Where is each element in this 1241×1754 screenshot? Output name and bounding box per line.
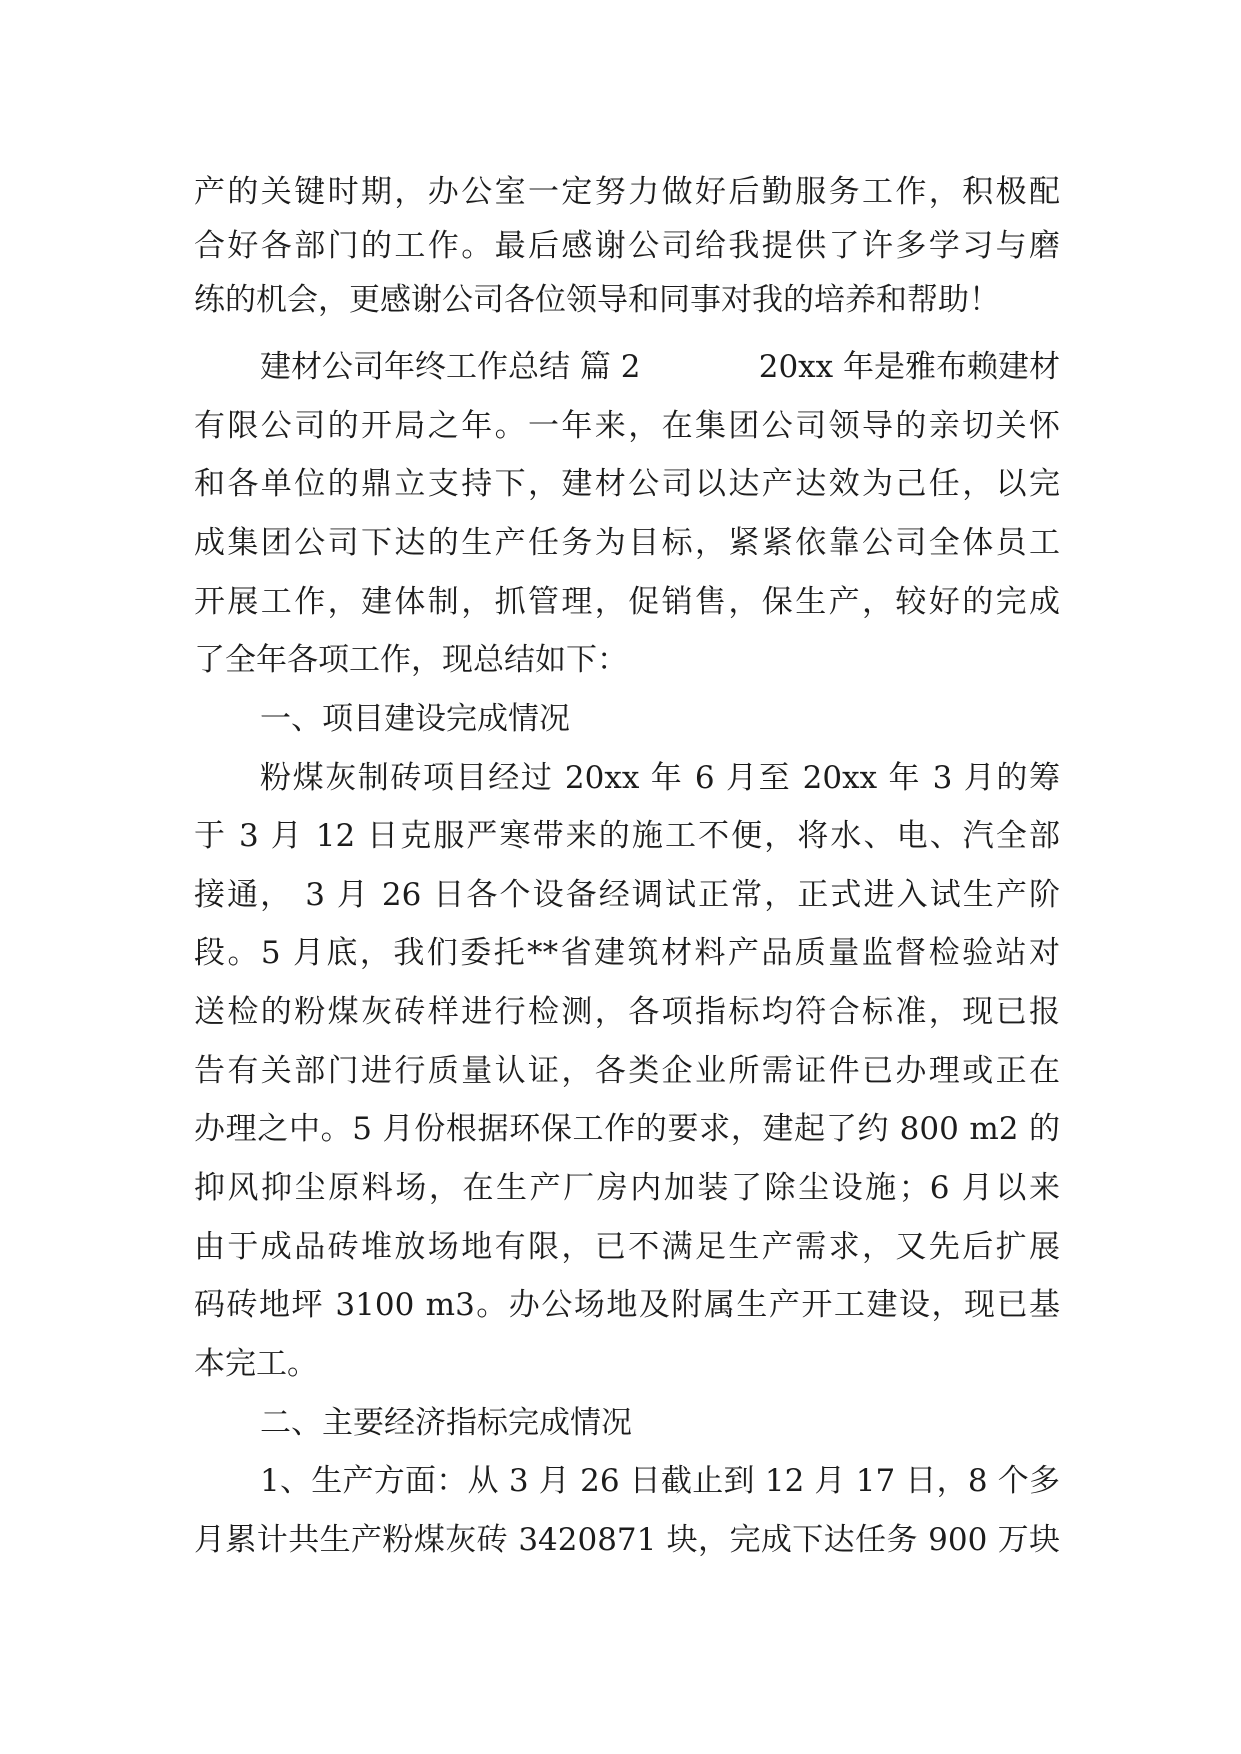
section-heading: 二、主要经济指标完成情况 [260,1405,632,1441]
text-line: 产的关键时期，办公室一定努力做好后勤服务工作，积极配 [194,174,1060,210]
text-line: 段。5 月底，我们委托**省建筑材料产品质量监督检验站对 [194,935,1060,971]
text-line: 送检的粉煤灰砖样进行检测，各项指标均符合标准，现已报 [194,994,1060,1030]
text-line: 抑风抑尘原料场，在生产厂房内加装了除尘设施；6 月以来 [194,1170,1060,1206]
text-line: 合好各部门的工作。最后感谢公司给我提供了许多学习与磨 [194,228,1060,264]
text-line: 接通， 3 月 26 日各个设备经调试正常，正式进入试生产阶 [194,877,1060,913]
text-line: 于 3 月 12 日克服严寒带来的施工不便，将水、电、汽全部 [194,818,1060,854]
text-line: 粉煤灰制砖项目经过 20xx 年 6 月至 20xx 年 3 月的筹 [260,760,1060,796]
text-line: 月累计共生产粉煤灰砖 3420871 块，完成下达任务 900 万块 [194,1522,1060,1558]
text-line: 码砖地坪 3100 m3。办公场地及附属生产开工建设，现已基 [194,1287,1060,1323]
text-line: 开展工作，建体制，抓管理，促销售，保生产，较好的完成 [194,584,1060,620]
text-line: 和各单位的鼎立支持下，建材公司以达产达效为己任，以完 [194,466,1060,502]
document-heading: 建材公司年终工作总结 篇 2 [260,349,641,385]
text-line: 了全年各项工作，现总结如下： [194,642,628,678]
text-line: 由于成品砖堆放场地有限，已不满足生产需求，又先后扩展 [194,1229,1060,1265]
text-line: 本完工。 [194,1346,318,1382]
section-heading: 一、项目建设完成情况 [260,701,570,737]
text-line: 办理之中。5 月份根据环保工作的要求，建起了约 800 m2 的 [194,1111,1060,1147]
text-line: 告有关部门进行质量认证，各类企业所需证件已办理或正在 [194,1053,1060,1089]
text-line: 成集团公司下达的生产任务为目标，紧紧依靠公司全体员工 [194,525,1060,561]
text-line: 有限公司的开局之年。一年来，在集团公司领导的亲切关怀 [194,408,1060,444]
text-line: 练的机会，更感谢公司各位领导和同事对我的培养和帮助！ [194,282,1000,318]
text-line [260,338,1060,396]
text-segment: 20xx 年是雅布赖建材 [758,349,1060,385]
text-line: 1、生产方面：从 3 月 26 日截止到 12 月 17 日，8 个多 [260,1463,1060,1499]
